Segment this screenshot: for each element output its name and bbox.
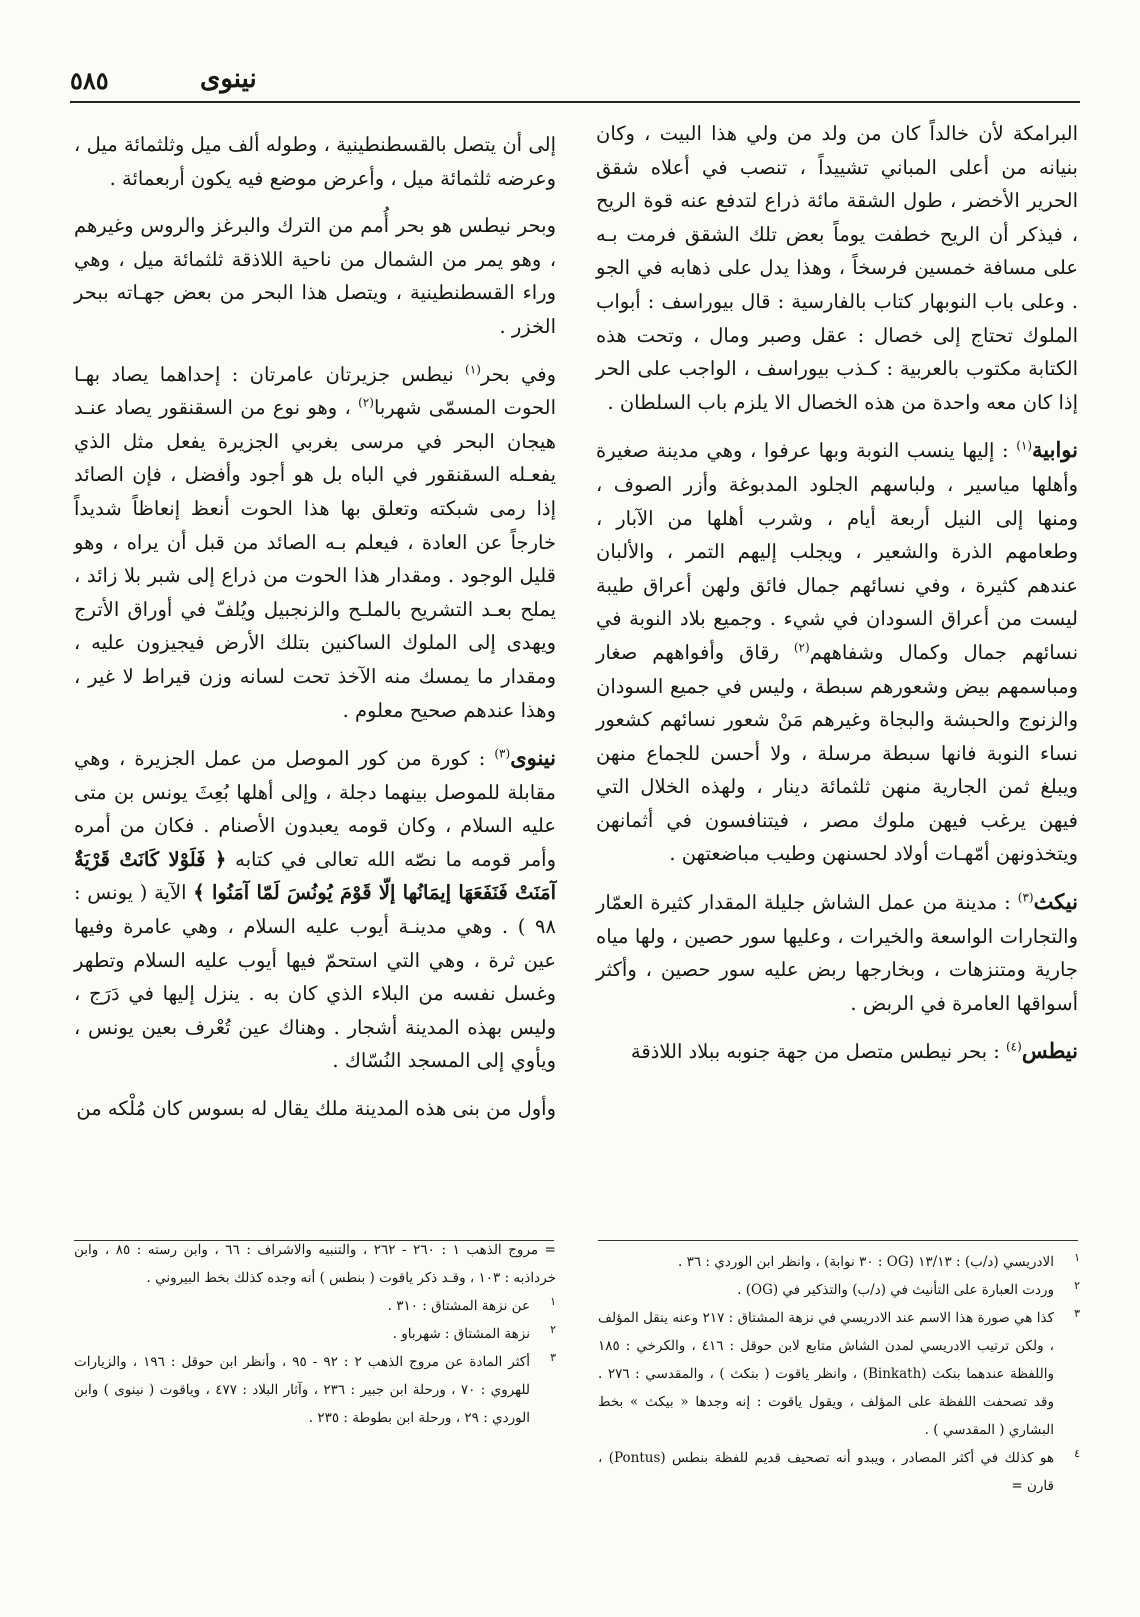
footnote [598, 1304, 1080, 1444]
paragraph-text: نيطس جزيرتان عامرتان : إحداهما يصاد بهـا الحوت المسمّى شهربا [74, 362, 556, 420]
footnote-text: = مروج الذهب ١ : ٢٦٠ - ٢٦٢ ، والتنبيه والاشراف : ٦٦ ، وابن رسته : ٨٥ ، وابن خرداذبه : ١٠٣ ، وقـد ذكر ياقوت ( بنطس ) أنه وجده كذلك بخط البيروني . [74, 1242, 556, 1286]
footnote [74, 1320, 556, 1348]
footnote-ref[interactable]: (٤) [1005, 1039, 1022, 1054]
paragraph-text: البرامكة لأن خالداً كان من ولد من ولي هذا البيت ، وكان بنيانه من أعلى المباني تشييداً ، تنصب في أعلاه شقق الحرير الأخضر ، طول الشقة مائة ذراع لتدفع عنه قوة الريح ، فيذكر أن الريح خطفت يوماً بعض تلك الشقق فرمت بـه على مسافة خمسين فرسخاً ، وهذا يدل على ذهابه في الجو . وعلى باب النوبهار كتاب بالفارسية : قال بيوراسف : أبواب الملوك تحتاج إلى خصال : عقل وصبر ومال ، وتحت هذه الكتابة مكتوب بالعربية : كـذب بيوراسف ، الواجب على الحر إذا كان معه واحدة من هذه الخصال الا يلزم باب السلطان . [596, 122, 1078, 414]
entry-text: : مدينة من عمل الشاش جليلة المقدار كثيرة العمّار والتجارات الواسعة والخيرات ، وعليها سور حصين ، ولها مياه جارية ومتنزهات ، وبخارجها ربض عليه سور حصين ، وأكثر أسواقها العامرة في الربض . [596, 891, 1078, 1015]
footnote-rule [598, 1240, 1078, 1241]
entry-text: : كورة من كور الموصل من عمل الجزيرة ، وهي مقابلة للموصل بينهما دجلة ، وإلى أهلها بُعِثَ يونس بن متى عليه السلام ، وكان قومه يعبدون الأصنام . فكان من أمره وأمر قومه ما نصّه الله تعالى في كتابه [74, 747, 556, 871]
footnote-text: عن نزهة المشتاق : ٣١٠ . [387, 1298, 530, 1314]
page-number: ٥٨٥ [70, 66, 109, 95]
entry-ninawa [74, 741, 556, 1078]
footnote-text: وردت العبارة على التأنيث في (د/ب) والتذكير في (OG) . [737, 1282, 1054, 1298]
footnote-text: كذا هي صورة هذا الاسم عند الادريسي في نزهة المشتاق : ٢١٧ وعنه ينقل المؤلف ، ولكن ترتيب الادريسي لمدن الشاش متابع لابن حوقل : ٤١٦ ، والكرخي : ١٨٥ واللفظة عندهما بنكث (Binkath) ، وانظر ياقوت ( بنكث ) ، والمقدسي : ٢٧٦ . وقد تصحفت اللفظة على المؤلف ، ويقول ياقوت : إنه وجدها « بيكث » بخط البشاري ( المقدسي ) . [598, 1310, 1055, 1438]
footnotes-left [74, 1236, 556, 1432]
entry-nitus [596, 1034, 1078, 1069]
footnote-number: ٢ [550, 1323, 556, 1336]
footnote-number: ٢ [1074, 1279, 1080, 1292]
footnote-ref[interactable]: (٣) [1017, 890, 1034, 905]
footnote [598, 1276, 1080, 1304]
footnote-number: ٤ [1074, 1447, 1080, 1460]
paragraph-text: وفي بحر [480, 362, 556, 386]
entry-headword: نيطس [1021, 1038, 1078, 1064]
entry-nikath [596, 885, 1078, 1020]
paragraph [596, 117, 1078, 419]
footnote-text: أكثر المادة عن مروج الذهب ٢ : ٩٢ - ٩٥ ، وأنظر ابن حوقل : ١٩٦ ، والزيارات للهروي : ٧٠ ، ورحلة ابن جبير : ٢٣٦ ، وآثار البلاد : ٤٧٧ ، وياقوت ( نينوى ) وابن الوردي : ٢٩ ، ورحلة ابن بطوطة : ٢٣٥ . [74, 1354, 530, 1426]
footnote-text: نزهة المشتاق : شهرباو . [392, 1326, 530, 1342]
footnote [598, 1444, 1080, 1500]
running-head-title: نينوى [200, 64, 257, 94]
paragraph [74, 1092, 556, 1126]
right-column [596, 117, 1078, 1069]
footnote [598, 1248, 1080, 1276]
footnote-number: ٣ [1074, 1307, 1080, 1320]
entry-headword: نينوى [510, 745, 556, 771]
left-column [74, 128, 556, 1126]
entry-text: : بحر نيطس متصل من جهة جنوبه ببلاد اللاذقة [630, 1040, 1006, 1064]
entry-nawabiya [596, 433, 1078, 871]
quran-verse: ﴿ فَلَوْلا كَانَتْ قَرْيَةٌ آمَنَتْ فَنَفَعَهَا إيمَانُها إلّا قَوْمَ يُونُسَ لَمّا آمَنُوا ﴾ [74, 847, 556, 905]
footnote-text: الادريسي (د/ب) : ١٣/١٣ (OG : ٣٠ نوابة) ، وانظر ابن الوردي : ٣٦ . [678, 1254, 1054, 1270]
footnote-ref[interactable]: (١) [465, 362, 481, 377]
footnote-ref[interactable]: (١) [1016, 438, 1033, 453]
paragraph-text: ، وهو نوع من السقنقور يصاد عنـد هيجان البحر في مرسى بغربي الجزيرة يفعل مثل الذي يفعـله السقنقور في الباه بل هو أجود وأفضل ، فإن الصائد إذا رمى شبكته وتعلق بها هذا الحوت أنعظ إنعاظاً شديداً خارجاً عن العادة ، فيعلم بـه الصائد من قبل أن يراه ، وهو قليل الوجود . ومقدار هذا الحوت من ذراع إلى شبر بلا زائد ، يملح بعـد التشريح بالملـح والزنجبيل ويُلفّ في أوراق الأترج ويهدى إلى الملوك الساكنين بتلك الأرض فيجيزون عليه ، ومقدار ما يمسك منه الآخذ تحت لسانه وزن قيراط لا غير ، وهذا عندهم صحيح معلوم . [74, 396, 556, 722]
footnote-continuation [74, 1236, 556, 1292]
paragraph [74, 128, 556, 195]
footnote-ref[interactable]: (٢) [793, 640, 810, 655]
paragraph [74, 209, 556, 343]
entry-text: رقاق وأفواههم صغار ومباسمهم بيض وشعورهم سبطة ، وليس في جميع السودان والزنوج والحبشة والبجاة وغيرهم مَنْ شعور نسائهم كشعور نساء النوبة فانها سبطة مرسلة ، ولا أحسن للجماع منهن ويبلغ ثمن الجارية منهن ثلثمائة دينار ، ولهذه الخلال التي فيهن يرغب فيهن ملوك مصر ، فيتنافسون في أثمانهن ويتخذونهن أمّهـات أولاد لحسنهن وطيب مباضعتهن . [596, 640, 1078, 866]
footnote-ref[interactable]: (٣) [494, 746, 511, 761]
entry-text: : إليها ينسب النوبة وبها عرفوا ، وهي مدينة صغيرة وأهلها مياسير ، ولباسهم الجلود المدبوغة وأزر الصوف ، ومنها إلى النيل أربعة أيام ، وشرب أهلها من الآبار ، وطعامهم الذرة والشعير ، ويجلب إليهم التمر ، والألبان عندهم كثيرة ، وفي نسائهم جمال فائق ولهن أعراق طيبة ليست من أعراق السودان في شيء . وجميع بلاد النوبة في نسائهم جمال وكمال وشفاههم [596, 439, 1078, 664]
entry-headword: نوابية [1032, 437, 1078, 463]
entry-headword: نيكث [1033, 889, 1078, 915]
paragraph-text: وبحر نيطس هو بحر أُمم من الترك والبرغز والروس وغيرهم ، وهو يمر من الشمال من ناحية اللاذقة ثلثمائة ميل ، وهي وراء القسطنطينية ، ويتصل هذا البحر من بعض جهـاته ببحر الخزر . [74, 214, 556, 338]
paragraph [74, 358, 556, 728]
footnote-number: ١ [550, 1295, 556, 1308]
running-head [70, 66, 1080, 100]
footnote [74, 1292, 556, 1320]
footnote-number: ١ [1074, 1251, 1080, 1264]
header-rule [70, 101, 1080, 103]
paragraph-text: وأول من بنى هذه المدينة ملك يقال له بسوس كان مُلْكه من [76, 1097, 556, 1121]
footnote-text: هو كذلك في أكثر المصادر ، ويبدو أنه تصحيف قديم للفظة بنطس (Pontus) ، قارن = [598, 1450, 1054, 1494]
entry-text: الآية ( يونس : ٩٨ ) . وهي مدينـة أيوب عليه السلام ، وهي عامرة وفيها عين ثرة ، وهي التي استحمّ فيها أيوب عليه السلام وتطهر وغسل نفسه من البلاء الذي كان به . ينزل إليها في دَرَج ، وليس بهذه المدينة أشجار . وهناك عين تُعْرف بعين يونس ، ويأوي إلى المسجد النُسّاك . [74, 881, 556, 1073]
footnote-number: ٣ [550, 1351, 556, 1364]
footnote-ref[interactable]: (٢) [358, 395, 374, 410]
footnotes-right [598, 1248, 1080, 1500]
footnote [74, 1348, 556, 1432]
paragraph-text: إلى أن يتصل بالقسطنطينية ، وطوله ألف ميل وثلثمائة ميل ، وعرضه ثلثمائة ميل ، وأعرض موضع فيه يكون أربعمائة . [74, 133, 556, 190]
